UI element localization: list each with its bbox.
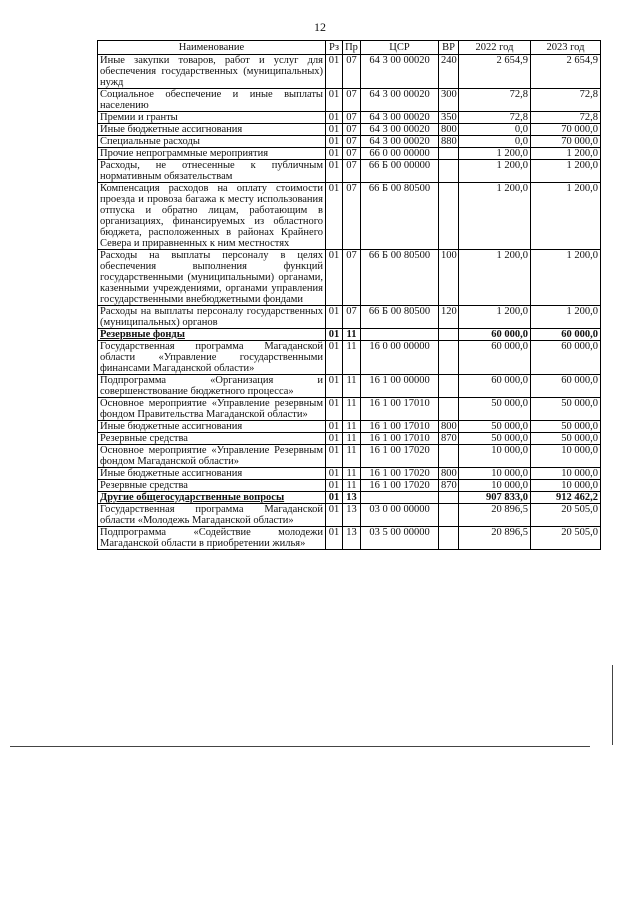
cell-pr: 11 xyxy=(343,341,361,375)
cell-csr: 16 1 00 17010 xyxy=(361,421,439,433)
cell-y2022: 60 000,0 xyxy=(459,375,531,398)
cell-y2022: 50 000,0 xyxy=(459,398,531,421)
cell-rz: 01 xyxy=(326,136,343,148)
cell-rz: 01 xyxy=(326,124,343,136)
table-row xyxy=(98,445,601,468)
table-body xyxy=(98,55,601,550)
cell-name: Прочие непрограммные мероприятия xyxy=(98,148,326,160)
cell-name: Расходы на выплаты персоналу в целях обеспечения выполнения функций государственными (муниципальными) органами, казенными учреждениями, органами управления государственными внебюджетными фондами xyxy=(98,250,326,306)
cell-rz: 01 xyxy=(326,160,343,183)
cell-csr: 64 3 00 00020 xyxy=(361,55,439,89)
cell-y2022: 1 200,0 xyxy=(459,306,531,329)
cell-pr: 07 xyxy=(343,124,361,136)
cell-y2022: 0,0 xyxy=(459,124,531,136)
table-row xyxy=(98,183,601,250)
cell-pr: 11 xyxy=(343,329,361,341)
cell-csr: 16 1 00 17010 xyxy=(361,398,439,421)
table-row xyxy=(98,89,601,112)
table-row xyxy=(98,421,601,433)
budget-table xyxy=(97,40,601,550)
cell-rz: 01 xyxy=(326,398,343,421)
cell-name: Подпрограмма «Содействие молодежи Магаданской области в приобретении жилья» xyxy=(98,527,326,550)
cell-csr: 03 5 00 00000 xyxy=(361,527,439,550)
margin-line xyxy=(612,665,613,745)
table-row xyxy=(98,112,601,124)
header-2022: 2022 год xyxy=(459,41,531,55)
cell-y2022: 72,8 xyxy=(459,89,531,112)
cell-name: Специальные расходы xyxy=(98,136,326,148)
cell-pr: 07 xyxy=(343,112,361,124)
cell-name: Другие общегосударственные вопросы xyxy=(98,492,326,504)
cell-csr xyxy=(361,329,439,341)
cell-pr: 13 xyxy=(343,492,361,504)
cell-y2023: 10 000,0 xyxy=(531,468,601,480)
cell-vr: 800 xyxy=(439,421,459,433)
footer-divider xyxy=(10,746,590,747)
cell-rz: 01 xyxy=(326,89,343,112)
cell-pr: 13 xyxy=(343,504,361,527)
cell-pr: 11 xyxy=(343,468,361,480)
cell-pr: 11 xyxy=(343,421,361,433)
table-row xyxy=(98,504,601,527)
cell-pr: 07 xyxy=(343,250,361,306)
cell-vr: 120 xyxy=(439,306,459,329)
cell-csr: 16 1 00 17020 xyxy=(361,468,439,480)
cell-rz: 01 xyxy=(326,468,343,480)
cell-y2023: 10 000,0 xyxy=(531,445,601,468)
header-2023: 2023 год xyxy=(531,41,601,55)
cell-y2022: 20 896,5 xyxy=(459,527,531,550)
table-row xyxy=(98,136,601,148)
cell-y2022: 1 200,0 xyxy=(459,250,531,306)
cell-rz: 01 xyxy=(326,445,343,468)
cell-name: Резервные средства xyxy=(98,433,326,445)
cell-vr: 350 xyxy=(439,112,459,124)
cell-vr xyxy=(439,148,459,160)
cell-y2022: 60 000,0 xyxy=(459,341,531,375)
cell-y2022: 2 654,9 xyxy=(459,55,531,89)
cell-pr: 07 xyxy=(343,160,361,183)
cell-vr xyxy=(439,445,459,468)
cell-pr: 07 xyxy=(343,89,361,112)
cell-y2023: 1 200,0 xyxy=(531,160,601,183)
cell-vr xyxy=(439,341,459,375)
cell-vr xyxy=(439,375,459,398)
cell-y2023: 2 654,9 xyxy=(531,55,601,89)
table-row xyxy=(98,55,601,89)
cell-name: Иные закупки товаров, работ и услуг для обеспечения государственных (муниципальных) нужд xyxy=(98,55,326,89)
table-row xyxy=(98,306,601,329)
cell-y2023: 10 000,0 xyxy=(531,480,601,492)
cell-y2023: 20 505,0 xyxy=(531,504,601,527)
cell-csr: 16 1 00 17010 xyxy=(361,433,439,445)
cell-vr: 800 xyxy=(439,124,459,136)
cell-rz: 01 xyxy=(326,375,343,398)
cell-name: Резервные средства xyxy=(98,480,326,492)
cell-vr: 880 xyxy=(439,136,459,148)
cell-csr: 03 0 00 00000 xyxy=(361,504,439,527)
cell-rz: 01 xyxy=(326,112,343,124)
cell-csr: 66 Б 00 80500 xyxy=(361,306,439,329)
cell-vr: 870 xyxy=(439,480,459,492)
cell-y2023: 60 000,0 xyxy=(531,341,601,375)
cell-y2022: 1 200,0 xyxy=(459,183,531,250)
cell-csr: 16 1 00 17020 xyxy=(361,480,439,492)
cell-y2023: 70 000,0 xyxy=(531,124,601,136)
cell-rz: 01 xyxy=(326,55,343,89)
cell-rz: 01 xyxy=(326,527,343,550)
cell-name: Государственная программа Магаданской области «Молодежь Магаданской области» xyxy=(98,504,326,527)
cell-y2023: 72,8 xyxy=(531,89,601,112)
cell-y2023: 50 000,0 xyxy=(531,398,601,421)
cell-y2022: 50 000,0 xyxy=(459,421,531,433)
cell-rz: 01 xyxy=(326,480,343,492)
cell-name: Социальное обеспечение и иные выплаты населению xyxy=(98,89,326,112)
cell-csr: 64 3 00 00020 xyxy=(361,136,439,148)
page-number: 12 xyxy=(314,20,326,34)
cell-csr: 66 0 00 00000 xyxy=(361,148,439,160)
header-name: Наименование xyxy=(98,41,326,55)
cell-vr xyxy=(439,504,459,527)
cell-csr: 66 Б 00 00000 xyxy=(361,160,439,183)
cell-y2023: 60 000,0 xyxy=(531,329,601,341)
table-row xyxy=(98,492,601,504)
table-row xyxy=(98,433,601,445)
table-row xyxy=(98,148,601,160)
cell-rz: 01 xyxy=(326,250,343,306)
cell-y2023: 20 505,0 xyxy=(531,527,601,550)
cell-csr: 66 Б 00 80500 xyxy=(361,250,439,306)
cell-vr xyxy=(439,527,459,550)
cell-rz: 01 xyxy=(326,433,343,445)
cell-pr: 11 xyxy=(343,398,361,421)
cell-rz: 01 xyxy=(326,504,343,527)
cell-name: Государственная программа Магаданской области «Управление государственными финансами Магаданской области» xyxy=(98,341,326,375)
cell-name: Иные бюджетные ассигнования xyxy=(98,421,326,433)
cell-csr xyxy=(361,492,439,504)
cell-vr xyxy=(439,329,459,341)
table-row xyxy=(98,160,601,183)
table-row xyxy=(98,480,601,492)
cell-vr: 100 xyxy=(439,250,459,306)
cell-y2023: 60 000,0 xyxy=(531,375,601,398)
cell-y2023: 912 462,2 xyxy=(531,492,601,504)
cell-name: Основное мероприятие «Управление резервным фондом Правительства Магаданской области» xyxy=(98,398,326,421)
cell-pr: 07 xyxy=(343,55,361,89)
cell-name: Иные бюджетные ассигнования xyxy=(98,468,326,480)
cell-vr: 870 xyxy=(439,433,459,445)
cell-y2022: 50 000,0 xyxy=(459,433,531,445)
cell-csr: 16 0 00 00000 xyxy=(361,341,439,375)
cell-pr: 13 xyxy=(343,527,361,550)
cell-y2022: 72,8 xyxy=(459,112,531,124)
cell-rz: 01 xyxy=(326,421,343,433)
cell-name: Компенсация расходов на оплату стоимости проезда и провоза багажа к месту использования отпуска и обратно лицам, работающим в организациях, финансируемых из областного бюджета, расположенных в районах Крайнего Севера и приравненных к ним местностях xyxy=(98,183,326,250)
cell-pr: 07 xyxy=(343,306,361,329)
cell-csr: 64 3 00 00020 xyxy=(361,89,439,112)
cell-name: Основное мероприятие «Управление Резервным фондом Магаданской области» xyxy=(98,445,326,468)
cell-csr: 64 3 00 00020 xyxy=(361,124,439,136)
cell-y2023: 1 200,0 xyxy=(531,306,601,329)
cell-rz: 01 xyxy=(326,329,343,341)
cell-y2023: 1 200,0 xyxy=(531,148,601,160)
cell-csr: 66 Б 00 80500 xyxy=(361,183,439,250)
cell-rz: 01 xyxy=(326,306,343,329)
cell-rz: 01 xyxy=(326,183,343,250)
cell-y2023: 72,8 xyxy=(531,112,601,124)
cell-vr xyxy=(439,160,459,183)
cell-csr: 16 1 00 17020 xyxy=(361,445,439,468)
cell-pr: 11 xyxy=(343,445,361,468)
cell-pr: 07 xyxy=(343,136,361,148)
header-vr: ВР xyxy=(439,41,459,55)
cell-name: Иные бюджетные ассигнования xyxy=(98,124,326,136)
cell-name: Расходы, не отнесенные к публичным нормативным обязательствам xyxy=(98,160,326,183)
cell-pr: 07 xyxy=(343,183,361,250)
cell-csr: 64 3 00 00020 xyxy=(361,112,439,124)
cell-vr: 240 xyxy=(439,55,459,89)
cell-y2022: 10 000,0 xyxy=(459,445,531,468)
table-row xyxy=(98,468,601,480)
cell-name: Резервные фонды xyxy=(98,329,326,341)
cell-y2022: 1 200,0 xyxy=(459,148,531,160)
table-row xyxy=(98,341,601,375)
cell-pr: 11 xyxy=(343,433,361,445)
cell-csr: 16 1 00 00000 xyxy=(361,375,439,398)
cell-rz: 01 xyxy=(326,341,343,375)
cell-y2022: 1 200,0 xyxy=(459,160,531,183)
cell-y2023: 1 200,0 xyxy=(531,183,601,250)
header-pr: Пр xyxy=(343,41,361,55)
cell-y2022: 20 896,5 xyxy=(459,504,531,527)
cell-vr xyxy=(439,492,459,504)
cell-y2023: 1 200,0 xyxy=(531,250,601,306)
table-row xyxy=(98,124,601,136)
cell-pr: 11 xyxy=(343,480,361,492)
cell-pr: 11 xyxy=(343,375,361,398)
table-header-row xyxy=(98,41,601,55)
cell-rz: 01 xyxy=(326,148,343,160)
cell-y2022: 0,0 xyxy=(459,136,531,148)
cell-vr xyxy=(439,398,459,421)
table-row xyxy=(98,250,601,306)
cell-pr: 07 xyxy=(343,148,361,160)
table-row xyxy=(98,329,601,341)
cell-vr: 300 xyxy=(439,89,459,112)
cell-y2022: 10 000,0 xyxy=(459,468,531,480)
cell-name: Расходы на выплаты персоналу государственных (муниципальных) органов xyxy=(98,306,326,329)
cell-y2023: 50 000,0 xyxy=(531,433,601,445)
cell-y2023: 50 000,0 xyxy=(531,421,601,433)
cell-name: Подпрограмма «Организация и совершенствование бюджетного процесса» xyxy=(98,375,326,398)
cell-y2023: 70 000,0 xyxy=(531,136,601,148)
cell-rz: 01 xyxy=(326,492,343,504)
cell-name: Премии и гранты xyxy=(98,112,326,124)
cell-vr xyxy=(439,183,459,250)
header-rz: Рз xyxy=(326,41,343,55)
cell-y2022: 907 833,0 xyxy=(459,492,531,504)
table-row xyxy=(98,375,601,398)
cell-vr: 800 xyxy=(439,468,459,480)
cell-y2022: 60 000,0 xyxy=(459,329,531,341)
table-row xyxy=(98,527,601,550)
table-row xyxy=(98,398,601,421)
header-csr: ЦСР xyxy=(361,41,439,55)
cell-y2022: 10 000,0 xyxy=(459,480,531,492)
